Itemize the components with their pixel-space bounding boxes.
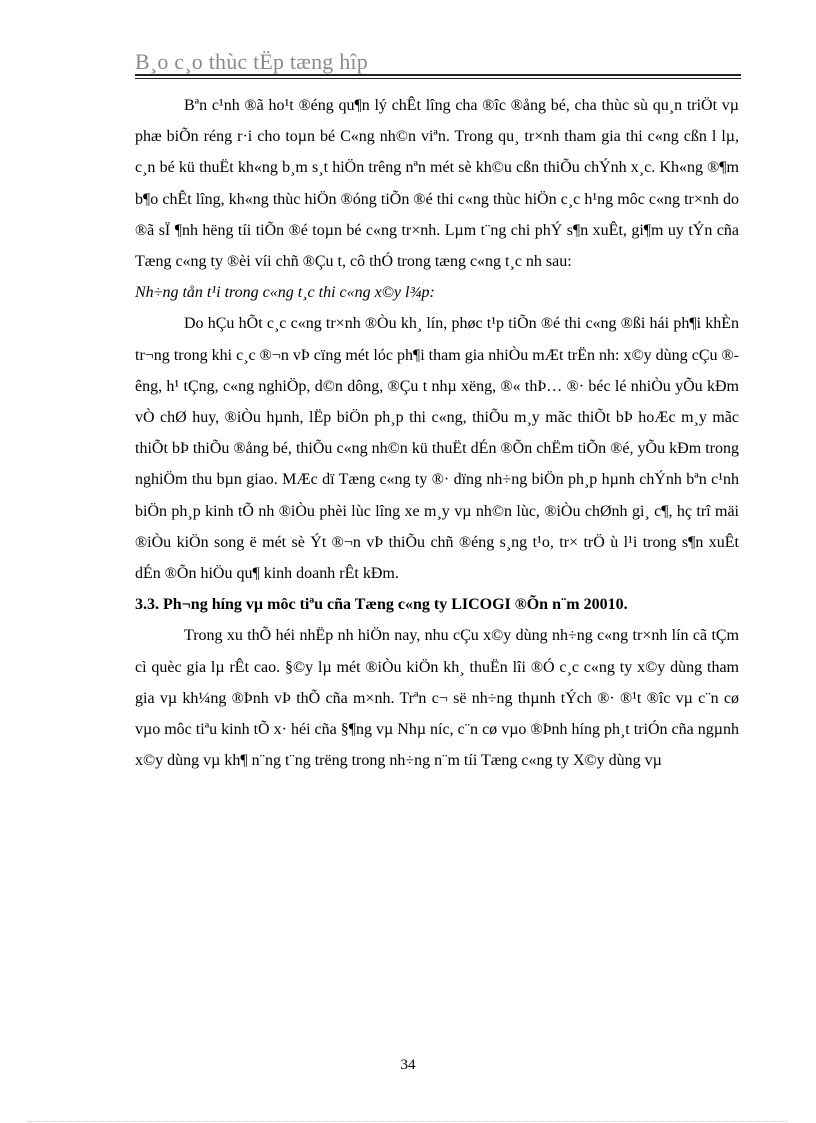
header-rule-thick [135, 74, 741, 76]
subheading-construction-issues: Nh÷ng tån t¹i trong c«ng t¸c thi c«ng x©y l¾p: [135, 284, 435, 302]
page-bottom-divider [28, 1121, 788, 1122]
section-heading-3-3: 3.3. Ph¬ng híng vµ môc tiªu cña Tæng c«ng ty LICOGI ®Õn n¨m 20010. [135, 596, 628, 614]
paragraph-integration-trend: Trong xu thÕ héi nhËp nh hiÖn nay, nhu cÇu x©y dùng nh÷ng c«ng tr×nh lín cã tÇm cì quèc gia lµ rÊt cao. §©y lµ mét ®iÒu kiÖn kh¸ thuËn lîi ®Ó c¸c c«ng ty x©y dùng tham gia vµ kh¼ng ®Þnh vÞ thÕ cña m×nh. Trªn c¬ së nh÷ng thµnh tÝch ®· ®¹t ®îc vµ c¨n cø vµo môc tiªu kinh tÕ x· héi cña §¶ng vµ Nhµ níc, c¨n cø vµo ®Þnh híng ph¸t triÓn cña ngµnh x©y dùng vµ kh¶ n¨ng t¨ng trëng trong nh÷ng n¨m tíi Tæng c«ng ty X©y dùng vµ [135, 627, 739, 770]
paragraph-construction-issues: Do hÇu hÕt c¸c c«ng tr×nh ®Òu kh¸ lín, phøc t¹p tiÕn ®é thi c«ng ®ßi hái ph¶i khÈn tr¬ng trong khi c¸c ®¬n vÞ cïng mét lóc ph¶i tham gia nhiÒu mÆt trËn nh: x©y dùng cÇu ®êng, h¹ tÇng, c«ng nghiÖp, d©n dông, ®Çu t nhµ xëng, ®« thÞ… ®· béc lé nhiÒu yÕu kÐm vÒ chØ huy, ®iÒu hµnh, lËp biÖn ph¸p thi c«ng, thiÕu m¸y mãc thiÕt bÞ hoÆc m¸y mãc thiÕt bÞ thiÕu ®ång bé, thiÕu c«ng nh©n kü thuËt dÉn ®Õn chËm tiÕn ®é, yÕu kÐm trong nghiÖm thu bµn giao. MÆc dï Tæng c«ng ty ®· dïng nh÷ng biÖn ph¸p hµnh chÝnh bªn c¹nh biÖn ph¸p kinh tÕ nh ®iÒu phèi lùc lîng xe m¸y vµ nh©n lùc, ®iÒu chØnh gi¸ c¶, hç trî mäi ®iÒu kiÖn song ë mét sè Ýt ®¬n vÞ thiÕu chñ ®éng s¸ng t¹o, tr× trÖ ù l¹i trong s¶n xuÊt dÉn ®Õn hiÖu qu¶ kinh doanh rÊt kÐm. [135, 315, 739, 583]
header-title: B¸o c¸o thùc tËp tæng hîp [135, 49, 368, 74]
page-number: 34 [400, 1057, 416, 1073]
page-header [135, 48, 741, 76]
paragraph-quality-management: Bªn c¹nh ®ã ho¹t ®éng qu¶n lý chÊt lîng cha ®îc ®ång bé, cha thùc sù qu¸n triÖt vµ phæ biÕn réng r·i cho toµn bé C«ng nh©n viªn. Trong qu¸ tr×nh tham gia thi c«ng cßn l lµ, c¸n bé kü thuËt kh«ng b¸m s¸t hiÖn trêng nªn mét sè kh©u cßn thiÕu chÝnh x¸c. Kh«ng ®¶m b¶o chÊt lîng, kh«ng thùc hiÖn ®óng tiÕn ®é thi c«ng thùc hiÖn c¸c h¹ng môc c«ng tr×nh do ®ã sÏ ¶nh hëng tíi tiÕn ®é toµn bé c«ng tr×nh. Lµm t¨ng chi phÝ s¶n xuÊt, gi¶m uy tÝn cña Tæng c«ng ty ®èi víi chñ ®Çu t, cô thÓ trong tæng c«ng t¸c nh sau: [135, 97, 739, 271]
body-text [135, 90, 739, 776]
header-rule-thin [135, 78, 741, 79]
